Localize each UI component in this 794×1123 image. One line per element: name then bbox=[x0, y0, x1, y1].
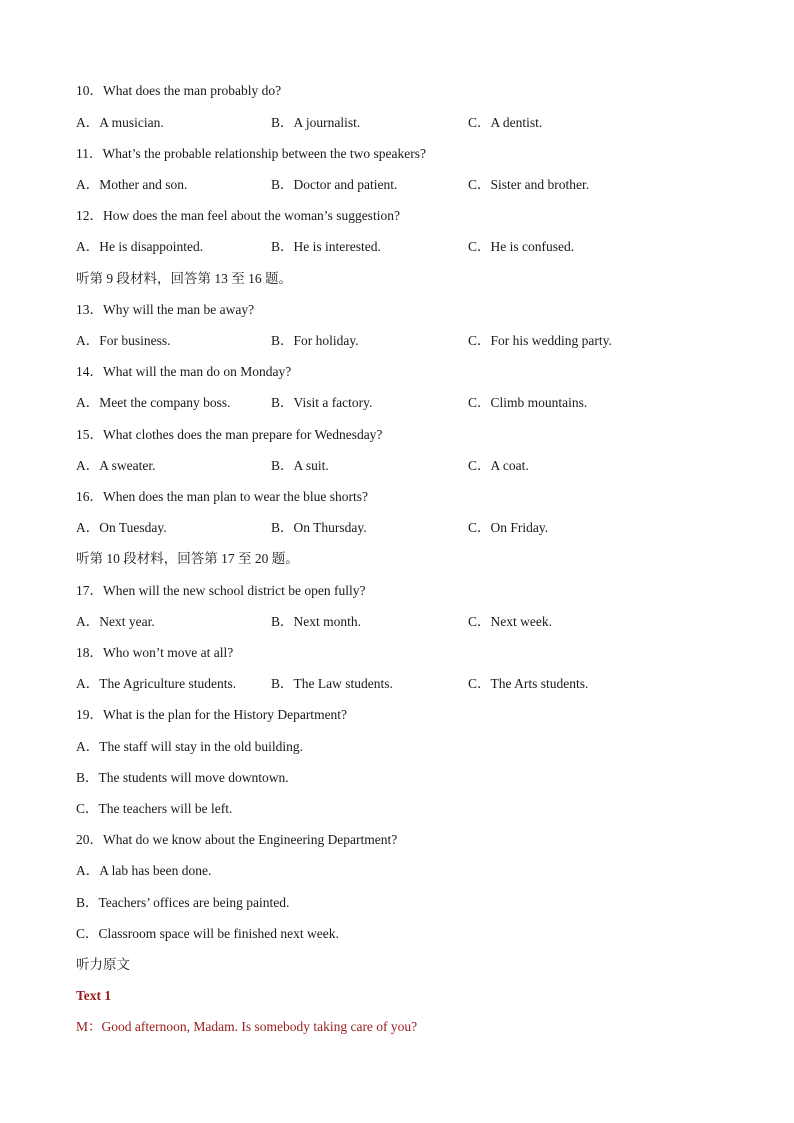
q12-option-b: B．He is interested. bbox=[271, 239, 381, 254]
q19-option-a: A．The staff will stay in the old building. bbox=[76, 739, 303, 754]
q14-option-a: A．Meet the company boss. bbox=[76, 395, 231, 410]
q10-option-a: A．A musician. bbox=[76, 115, 164, 130]
question-12: 12．How does the man feel about the woman’s suggestion? bbox=[76, 208, 400, 223]
q12-option-c: C．He is confused. bbox=[468, 239, 575, 254]
question-18: 18．Who won’t move at all? bbox=[76, 645, 234, 660]
q17-option-a: A．Next year. bbox=[76, 614, 155, 629]
text-1-heading: Text 1 bbox=[76, 988, 112, 1003]
q16-option-b: B．On Thursday. bbox=[271, 520, 367, 535]
transcript-heading: 听力原文 bbox=[76, 957, 130, 972]
q11-option-c: C．Sister and brother. bbox=[468, 177, 590, 192]
q10-option-c: C．A dentist. bbox=[468, 115, 543, 130]
q20-option-a: A．A lab has been done. bbox=[76, 863, 212, 878]
text-1-line-1: M：Good afternoon, Madam. Is somebody taking care of you? bbox=[76, 1019, 418, 1034]
q17-option-c: C．Next week. bbox=[468, 614, 552, 629]
question-10: 10．What does the man probably do? bbox=[76, 83, 282, 98]
question-16: 16．When does the man plan to wear the blue shorts? bbox=[76, 489, 369, 504]
q12-option-a: A．He is disappointed. bbox=[76, 239, 204, 254]
q16-option-a: A．On Tuesday. bbox=[76, 520, 167, 535]
q13-option-b: B．For holiday. bbox=[271, 333, 359, 348]
question-19: 19．What is the plan for the History Department? bbox=[76, 707, 348, 722]
q18-option-c: C．The Arts students. bbox=[468, 676, 589, 691]
q14-option-c: C．Climb mountains. bbox=[468, 395, 588, 410]
q18-option-a: A．The Agriculture students. bbox=[76, 676, 237, 691]
q14-option-b: B．Visit a factory. bbox=[271, 395, 373, 410]
q15-option-a: A．A sweater. bbox=[76, 458, 156, 473]
question-14: 14．What will the man do on Monday? bbox=[76, 364, 292, 379]
q17-option-b: B．Next month. bbox=[271, 614, 361, 629]
question-17: 17．When will the new school district be open fully? bbox=[76, 583, 366, 598]
q20-option-b: B．Teachers’ offices are being painted. bbox=[76, 895, 290, 910]
question-20: 20．What do we know about the Engineering Department? bbox=[76, 832, 398, 847]
q19-option-c: C．The teachers will be left. bbox=[76, 801, 233, 816]
section-10-instruction: 听第 10 段材料，回答第 17 至 20 题。 bbox=[76, 551, 299, 566]
question-13: 13．Why will the man be away? bbox=[76, 302, 255, 317]
q18-option-b: B．The Law students. bbox=[271, 676, 393, 691]
question-11: 11．What’s the probable relationship between the two speakers? bbox=[76, 146, 427, 161]
q10-option-b: B．A journalist. bbox=[271, 115, 361, 130]
q16-option-c: C．On Friday. bbox=[468, 520, 549, 535]
q15-option-c: C．A coat. bbox=[468, 458, 529, 473]
q13-option-c: C．For his wedding party. bbox=[468, 333, 612, 348]
q15-option-b: B．A suit. bbox=[271, 458, 329, 473]
q20-option-c: C．Classroom space will be finished next week. bbox=[76, 926, 339, 941]
q11-option-b: B．Doctor and patient. bbox=[271, 177, 398, 192]
q11-option-a: A．Mother and son. bbox=[76, 177, 188, 192]
q13-option-a: A．For business. bbox=[76, 333, 171, 348]
q19-option-b: B．The students will move downtown. bbox=[76, 770, 289, 785]
section-9-instruction: 听第 9 段材料，回答第 13 至 16 题。 bbox=[76, 271, 292, 286]
question-15: 15．What clothes does the man prepare for Wednesday? bbox=[76, 427, 383, 442]
